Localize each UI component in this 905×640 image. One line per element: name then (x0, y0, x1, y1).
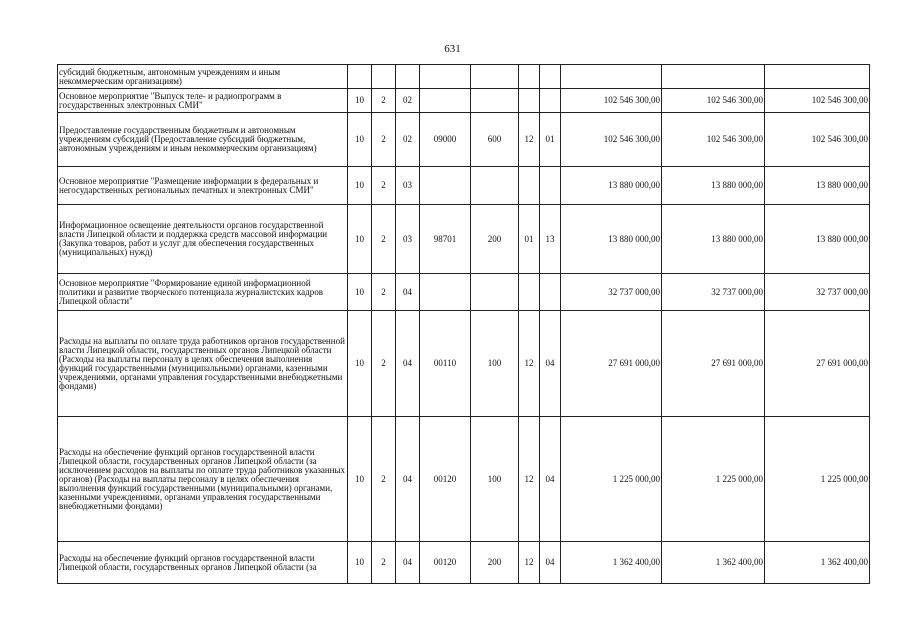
expense-type-code: 200 (471, 205, 519, 274)
expense-type-code: 600 (471, 113, 519, 167)
amount-year-3: 102 546 300,00 (765, 89, 870, 113)
amount-year-3: 13 880 000,00 (765, 205, 870, 274)
direction-code: 00110 (420, 311, 471, 417)
expense-type-code (471, 274, 519, 311)
event-code: 04 (396, 417, 420, 542)
program-code: 10 (348, 167, 372, 205)
program-code: 10 (348, 274, 372, 311)
section-code: 12 (519, 417, 540, 542)
expense-type-code: 100 (471, 311, 519, 417)
amount-year-1 (561, 65, 662, 89)
table-row (58, 274, 870, 311)
page-number: 631 (444, 43, 461, 55)
amount-year-2: 102 546 300,00 (662, 89, 765, 113)
row-description: Предоставление государственным бюджетным и автономным учреждениям субсидий (Предоставление субсидий бюджетным, автономным учреждениям и иным некоммерческим организациям) (58, 113, 348, 167)
program-code: 10 (348, 113, 372, 167)
subprogram-code: 2 (372, 113, 396, 167)
subprogram-code: 2 (372, 311, 396, 417)
section-code (519, 89, 540, 113)
table-row (58, 311, 870, 417)
direction-code: 00120 (420, 417, 471, 542)
subsection-code (540, 89, 561, 113)
table-row (58, 417, 870, 542)
subsection-code (540, 274, 561, 311)
subsection-code (540, 167, 561, 205)
amount-year-2: 27 691 000,00 (662, 311, 765, 417)
amount-year-2: 1 362 400,00 (662, 542, 765, 584)
program-code: 10 (348, 542, 372, 584)
direction-code: 98701 (420, 205, 471, 274)
subprogram-code: 2 (372, 542, 396, 584)
direction-code: 00120 (420, 542, 471, 584)
expense-type-code (471, 65, 519, 89)
row-description: Расходы на обеспечение функций органов государственной власти Липецкой области, государственных органов Липецкой области (за исключением расходов на выплаты по оплате труда работников указанных органов) (Расходы на выплаты персоналу в целях обеспечения выполнения функций государственными (муниципальными) органами, казенными учреждениями, органами управления государственными внебюджетными фондами) (58, 417, 348, 542)
amount-year-3: 27 691 000,00 (765, 311, 870, 417)
expense-type-code (471, 89, 519, 113)
table-row (58, 542, 870, 584)
row-description: Информационное освещение деятельности органов государственной власти Липецкой области и поддержка средств массовой информации (Закупка товаров, работ и услуг для обеспечения государственных (муниципальных) нужд) (58, 205, 348, 274)
amount-year-3 (765, 65, 870, 89)
program-code: 10 (348, 417, 372, 542)
table-row (58, 65, 870, 89)
row-description: субсидий бюджетным, автономным учреждениям и иным некоммерческим организациям) (58, 65, 348, 89)
subsection-code: 01 (540, 113, 561, 167)
event-code: 03 (396, 205, 420, 274)
row-description: Расходы на выплаты по оплате труда работников органов государственной власти Липецкой области, государственных органов Липецкой области (Расходы на выплаты персоналу в целях обеспечения выполнения функций государственными (муниципальными) органами, казенными учреждениями, органами управления государственными внебюджетными фондами) (58, 311, 348, 417)
amount-year-1: 1 362 400,00 (561, 542, 662, 584)
subprogram-code: 2 (372, 274, 396, 311)
program-code: 10 (348, 89, 372, 113)
amount-year-2 (662, 65, 765, 89)
budget-table (57, 64, 870, 584)
amount-year-3: 1 225 000,00 (765, 417, 870, 542)
direction-code (420, 89, 471, 113)
section-code (519, 65, 540, 89)
event-code (396, 65, 420, 89)
amount-year-1: 13 880 000,00 (561, 205, 662, 274)
amount-year-2: 13 880 000,00 (662, 205, 765, 274)
event-code: 02 (396, 113, 420, 167)
direction-code (420, 65, 471, 89)
section-code: 01 (519, 205, 540, 274)
event-code: 04 (396, 542, 420, 584)
expense-type-code: 200 (471, 542, 519, 584)
subsection-code: 04 (540, 311, 561, 417)
amount-year-3: 32 737 000,00 (765, 274, 870, 311)
section-code: 12 (519, 311, 540, 417)
row-description: Основное мероприятие "Формирование единой информационной политики и развитие творческого потенциала журналистских кадров Липецкой области" (58, 274, 348, 311)
expense-type-code (471, 167, 519, 205)
section-code: 12 (519, 113, 540, 167)
amount-year-1: 1 225 000,00 (561, 417, 662, 542)
amount-year-2: 32 737 000,00 (662, 274, 765, 311)
section-code (519, 167, 540, 205)
amount-year-1: 102 546 300,00 (561, 89, 662, 113)
amount-year-3: 102 546 300,00 (765, 113, 870, 167)
amount-year-2: 102 546 300,00 (662, 113, 765, 167)
program-code: 10 (348, 205, 372, 274)
subprogram-code: 2 (372, 89, 396, 113)
direction-code (420, 167, 471, 205)
amount-year-2: 13 880 000,00 (662, 167, 765, 205)
row-description: Основное мероприятие "Размещение информации в федеральных и негосударственных региональных печатных и электронных СМИ" (58, 167, 348, 205)
event-code: 02 (396, 89, 420, 113)
table-row (58, 89, 870, 113)
subsection-code: 04 (540, 542, 561, 584)
table-row (58, 113, 870, 167)
event-code: 04 (396, 274, 420, 311)
subsection-code: 04 (540, 417, 561, 542)
subprogram-code: 2 (372, 417, 396, 542)
section-code: 12 (519, 542, 540, 584)
subprogram-code (372, 65, 396, 89)
amount-year-1: 27 691 000,00 (561, 311, 662, 417)
event-code: 03 (396, 167, 420, 205)
direction-code: 09000 (420, 113, 471, 167)
amount-year-3: 13 880 000,00 (765, 167, 870, 205)
subprogram-code: 2 (372, 205, 396, 274)
subsection-code: 13 (540, 205, 561, 274)
direction-code (420, 274, 471, 311)
subprogram-code: 2 (372, 167, 396, 205)
program-code: 10 (348, 311, 372, 417)
table-row (58, 205, 870, 274)
amount-year-1: 102 546 300,00 (561, 113, 662, 167)
row-description: Расходы на обеспечение функций органов государственной власти Липецкой области, государственных органов Липецкой области (за (58, 542, 348, 584)
event-code: 04 (396, 311, 420, 417)
table-row (58, 167, 870, 205)
amount-year-2: 1 225 000,00 (662, 417, 765, 542)
amount-year-3: 1 362 400,00 (765, 542, 870, 584)
program-code (348, 65, 372, 89)
amount-year-1: 32 737 000,00 (561, 274, 662, 311)
subsection-code (540, 65, 561, 89)
row-description: Основное мероприятие "Выпуск теле- и радиопрограмм в государственных электронных СМИ" (58, 89, 348, 113)
expense-type-code: 100 (471, 417, 519, 542)
amount-year-1: 13 880 000,00 (561, 167, 662, 205)
section-code (519, 274, 540, 311)
